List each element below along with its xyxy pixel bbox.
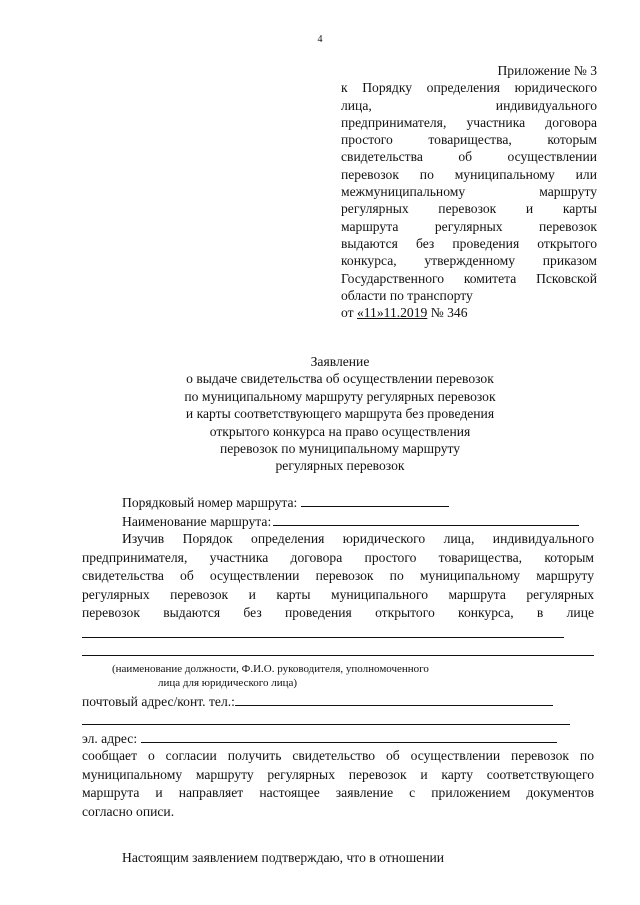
para1-text: свидетельства об осуществлении перевозок по муниципальному маршруту <box>82 568 594 583</box>
heading-title: Заявление <box>310 354 370 369</box>
route-number-field[interactable] <box>301 493 449 507</box>
postal-field[interactable] <box>235 692 553 706</box>
appendix-block <box>341 62 597 321</box>
postal-label: почтовый адрес/конт. тел.: <box>82 693 235 709</box>
email-label: эл. адрес: <box>82 730 138 746</box>
date-suffix: № 346 <box>427 305 468 321</box>
confirm-line <box>82 849 594 868</box>
para1-text: перевозок выдаются без проведения открытого конкурса, в лице <box>82 605 594 620</box>
appendix-line: Государственного комитета Псковской <box>341 270 597 286</box>
caption-line: лица для юридического лица) <box>158 676 298 689</box>
appendix-title: Приложение № 3 <box>497 63 597 78</box>
para1-line <box>82 530 594 549</box>
postal-row <box>82 692 594 711</box>
representative-field-row-1[interactable] <box>82 623 594 642</box>
date-prefix: от <box>341 305 357 321</box>
para2-line <box>82 784 594 803</box>
para2-text: согласно описи. <box>82 803 175 819</box>
appendix-line: области по транспорту <box>341 287 473 303</box>
postal-field-2[interactable] <box>82 724 570 725</box>
appendix-line: свидетельства об осуществлении <box>341 149 597 165</box>
heading-line: регулярных перевозок <box>275 458 405 474</box>
representative-field-1[interactable] <box>82 637 564 638</box>
appendix-line: простого товарищества, которым <box>341 132 597 148</box>
appendix-line: предпринимателя, участника договора <box>341 114 597 130</box>
heading-line: о выдаче свидетельства об осуществлении перевозок <box>186 371 494 387</box>
appendix-line: конкурса, утвержденному приказом <box>341 253 597 269</box>
appendix-line: регулярных перевозок и карты <box>341 201 597 217</box>
heading-line: и карты соответствующего маршрута без проведения <box>185 406 495 422</box>
representative-field-row-2[interactable] <box>82 641 594 660</box>
route-name-label: Наименование маршрута: <box>122 513 272 529</box>
appendix-line: лица, индивидуального <box>341 97 597 113</box>
appendix-line: выдаются без проведения открытого <box>341 235 597 251</box>
email-field-ext[interactable] <box>291 729 557 743</box>
postal-field-row-2[interactable] <box>82 710 594 729</box>
para1-line <box>82 567 594 586</box>
para1-line <box>82 604 594 623</box>
para1-line <box>82 549 594 568</box>
heading-line: открытого конкурса на право осуществления <box>209 423 471 439</box>
para1-text: предпринимателя, участника договора простого товарищества, которым <box>82 549 594 565</box>
appendix-date <box>341 304 597 321</box>
appendix-line: межмуниципальному маршруту <box>341 184 597 200</box>
para2-line <box>82 803 594 822</box>
para2-text: муниципальному маршруту регулярных перевозок и карту соответствующего <box>82 766 594 782</box>
para1-text: регулярных перевозок и карты муниципального маршрута регулярных <box>82 586 594 602</box>
form-body <box>82 493 594 868</box>
para1-text: Изучив Порядок определения юридического лица, индивидуального <box>122 531 594 546</box>
appendix-body <box>341 79 597 304</box>
caption-line: (наименование должности, Ф.И.О. руководителя, уполномоченного <box>112 662 429 675</box>
representative-field-2[interactable] <box>82 655 594 656</box>
para2-text: сообщает о согласии получить свидетельство об осуществлении перевозок по <box>82 748 594 763</box>
heading-line: по муниципальному маршруту регулярных перевозок <box>184 388 496 404</box>
document-heading <box>100 353 580 475</box>
appendix-line: к Порядку определения юридического <box>341 80 597 96</box>
date-value: «11»11.2019 <box>356 305 428 321</box>
email-row <box>82 729 594 748</box>
route-number-row <box>82 493 594 512</box>
para2-line <box>82 747 594 766</box>
heading-line: перевозок по муниципальному маршруту <box>219 441 461 457</box>
para2-text: маршрута и направляет настоящее заявление с приложением документов <box>82 785 594 800</box>
para1-line <box>82 586 594 605</box>
page-number: 4 <box>317 34 323 45</box>
confirm-text: Настоящим заявлением подтверждаю, что в отношении <box>122 850 445 865</box>
appendix-line: маршрута регулярных перевозок <box>341 218 597 234</box>
appendix-line: перевозок по муниципальному или <box>341 166 597 182</box>
route-name-row <box>82 512 594 531</box>
field-caption <box>82 662 594 690</box>
route-number-label: Порядковый номер маршрута: <box>122 495 298 510</box>
route-name-field[interactable] <box>273 512 579 526</box>
para2-line <box>82 766 594 785</box>
email-field[interactable] <box>141 729 291 743</box>
